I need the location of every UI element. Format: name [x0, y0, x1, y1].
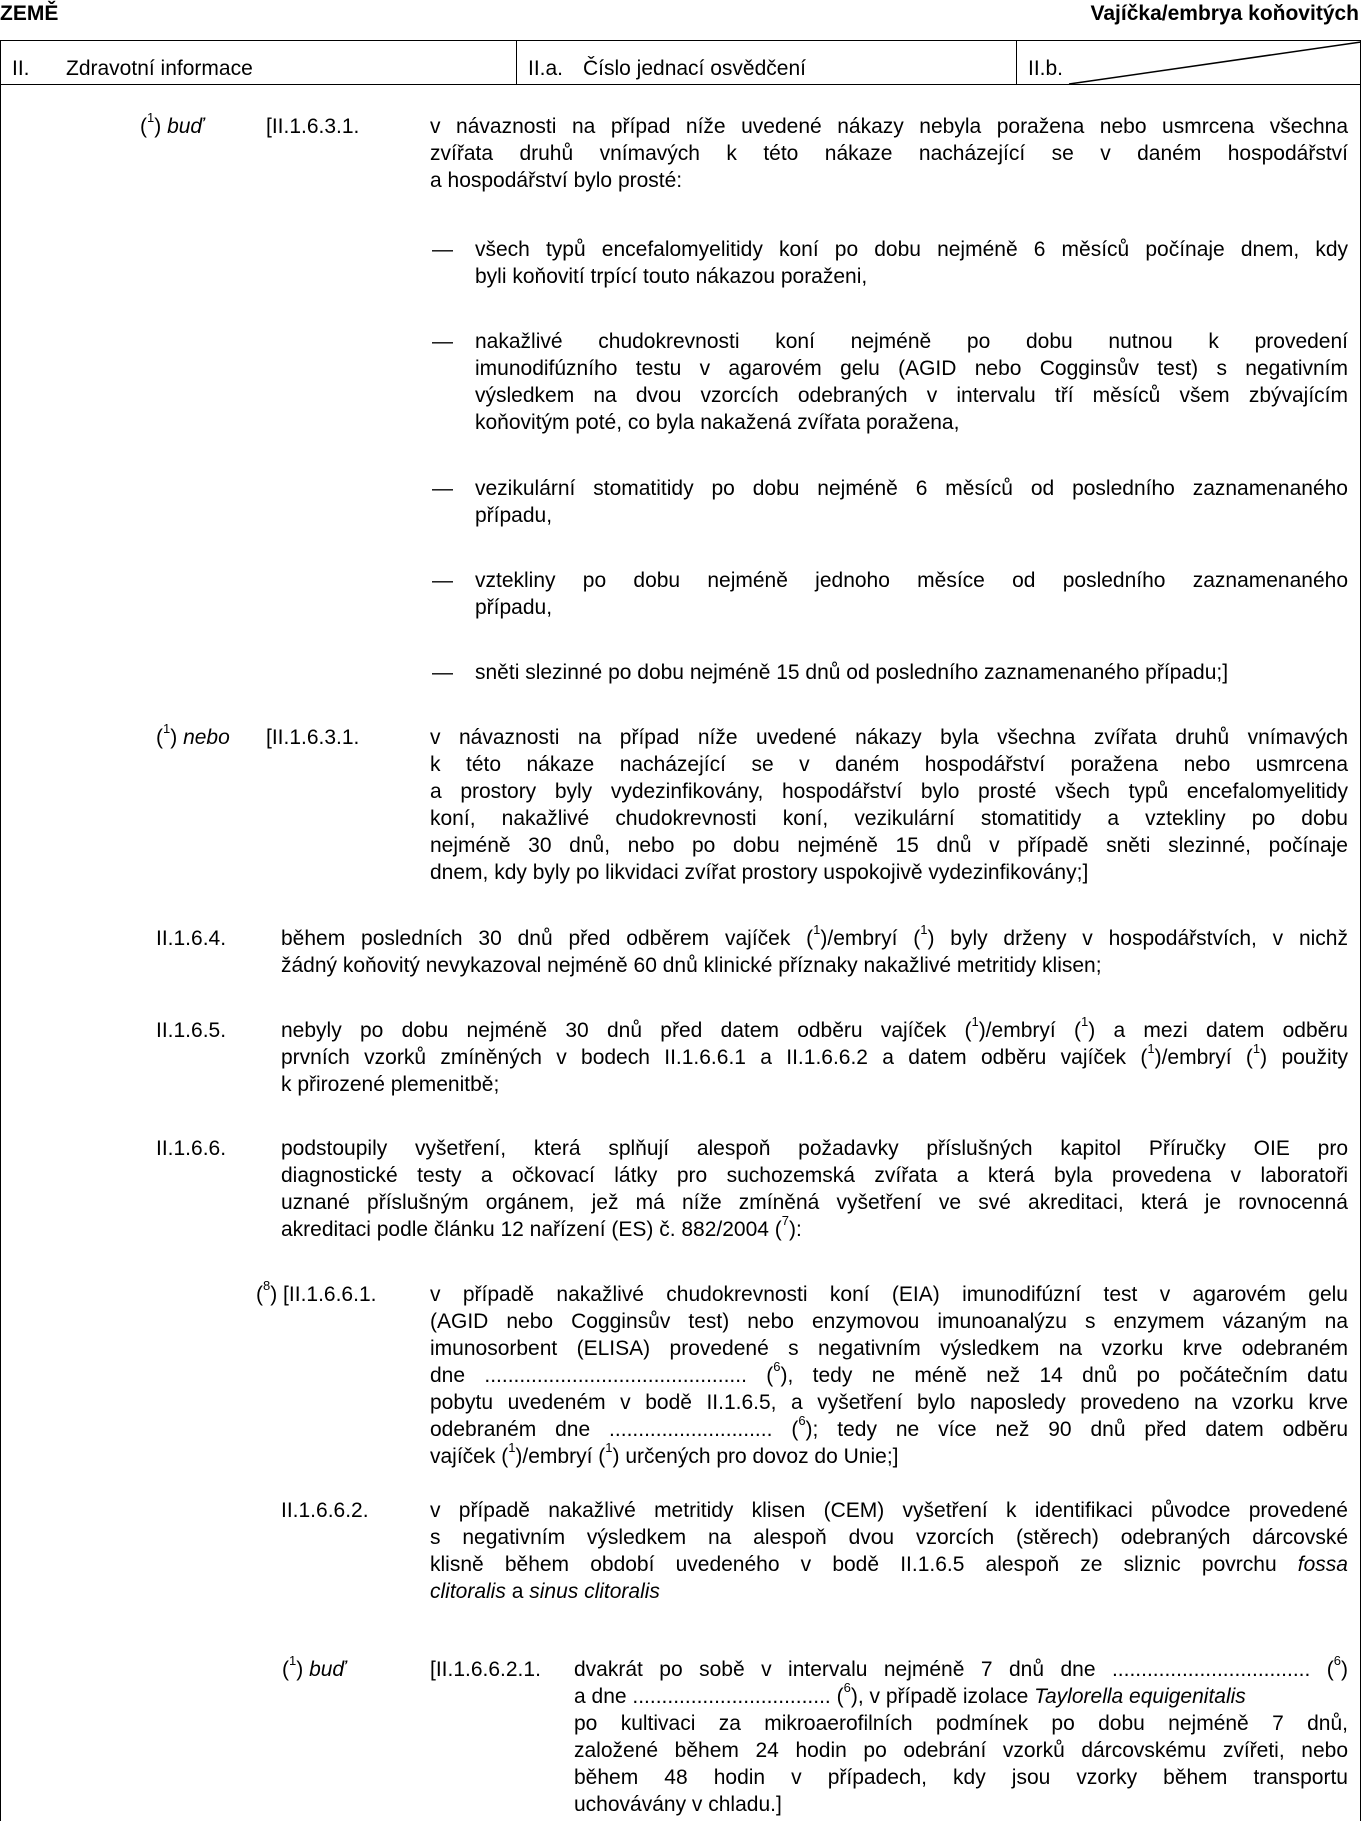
text-line: prvních vzorků zmíněných v bodech II.1.6.6.1 a II.1.6.6.2 a datem odběru vajíček ($^1$)/embryí ($^1$) použity: [281, 1041, 1348, 1069]
clause-text: [574, 1653, 1348, 1818]
text-line: zvířata druhů vnímavých k této nákaze nacházející se v daném hospodářství: [430, 142, 1348, 165]
list-item: sněti slezinné po dobu nejméně 15 dnů od posledního zaznamenaného případu;]: [475, 661, 1229, 684]
clause-text: [281, 1014, 1348, 1098]
text-line: nejméně 30 dnů, nebo po dobu nejméně 15 dnů v případě sněti slezinné, počínaje: [430, 834, 1348, 857]
ref-title: Číslo jednací osvědčení: [583, 57, 806, 80]
text-line: žádný koňovitý nevykazoval nejméně 60 dnů klinické příznaky nakažlivé metritidy klisen;: [281, 954, 1102, 977]
text-line: během posledních 30 dnů před odběrem vajíček ($^1$)/embryí ($^1$) byly drženy v hospodářstvích, v nichž: [281, 922, 1348, 950]
text-line: uznané příslušným orgánem, jež má níže zmíněná vyšetření ve své akreditaci, která je rovnocenná: [281, 1191, 1348, 1214]
text-line: případu,: [475, 596, 553, 619]
header-divider: [1016, 40, 1017, 84]
text-line: dvakrát po sobě v intervalu nejméně 7 dnů dne .................................. ($^6$): [574, 1653, 1348, 1681]
text-line: odebraném dne ............................ ($^6$); tedy ne více než 90 dnů před datem odběru: [430, 1413, 1348, 1441]
section-number: II.: [12, 57, 30, 80]
text-line: imunosorbent (ELISA) provedené s negativním výsledkem na vzorku krve odebraném: [430, 1337, 1348, 1360]
list-item: [475, 328, 1348, 436]
clause-text: [430, 724, 1348, 886]
list-item: [475, 236, 1348, 290]
text-line: v případě nakažlivé metritidy klisen (CEM) vyšetření k identifikaci původce provedené: [430, 1499, 1348, 1522]
list-item: [475, 475, 1348, 529]
clause-code: [II.1.6.3.1.: [266, 726, 360, 749]
section-title: Zdravotní informace: [66, 57, 253, 80]
text-line: založené během 24 hodin po odebrání vzorků dárcovskému zvířeti, nebo: [574, 1739, 1348, 1762]
text-line: všech typů encefalomyelitidy koní po dobu nejméně 6 měsíců počínaje dnem, kdy: [475, 238, 1348, 261]
text-line: případu,: [475, 504, 553, 527]
text-line: koní, nakažlivé chudokrevnosti koní, vezikulární stomatitidy a vztekliny po dobu: [430, 807, 1348, 830]
clause-text: [281, 922, 1348, 979]
text-line: podstoupily vyšetření, která splňují alespoň požadavky příslušných kapitol Příručky OIE pro: [281, 1137, 1348, 1160]
text-line: v případě nakažlivé chudokrevnosti koní (EIA) imunodifúzní test v agarovém gelu: [430, 1283, 1348, 1306]
text-line: během 48 hodin v případech, kdy jsou vzorky během transportu: [574, 1766, 1348, 1789]
list-item: [475, 567, 1348, 621]
text-line: k přirozené plemenitbě;: [281, 1073, 500, 1096]
clause-code: II.1.6.5.: [156, 1019, 227, 1042]
ref-label: II.a.: [528, 57, 564, 80]
text-line: vztekliny po dobu nejméně jednoho měsíce od posledního zaznamenaného: [475, 569, 1348, 592]
text-line: vajíček ($^1$)/embryí ($^1$) určených pro dovoz do Unie;]: [430, 1440, 899, 1468]
clause-code: ($^8$) [II.1.6.6.1.: [256, 1278, 377, 1306]
text-line: výsledkem na dvou vzorcích odebraných v intervalu tří měsíců všem zbývajícím: [475, 384, 1348, 407]
clause-text: [430, 1281, 1348, 1470]
list-dash: —: [432, 477, 453, 500]
alternative-marker: ($^1$) buď: [140, 110, 204, 138]
text-line: po kultivaci za mikroaerofilních podmínek po dobu nejméně 7 dnů,: [574, 1712, 1348, 1735]
text-line: pobytu uvedeném v bodě II.1.6.5, a vyšetření bylo naposledy provedeno na vzorku krve: [430, 1391, 1348, 1414]
text-line: v návaznosti na případ níže uvedené nákazy nebyla poražena nebo usmrcena všechna: [430, 115, 1348, 138]
text-line: clitoralis a sinus clitoralis: [430, 1580, 660, 1603]
text-line: akreditaci podle článku 12 nařízení (ES) č. 882/2004 ($^7$):: [281, 1213, 802, 1241]
text-line: vezikulární stomatitidy po dobu nejméně 6 měsíců od posledního zaznamenaného: [475, 477, 1348, 500]
text-line: klisně během období uvedeného v bodě II.1.6.5 alespoň ze sliznic povrchu fossa: [430, 1553, 1348, 1576]
second-label: II.b.: [1028, 57, 1064, 80]
text-line: a hospodářství bylo prosté:: [430, 169, 683, 192]
clause-text: [430, 113, 1348, 194]
list-dash: —: [432, 330, 453, 353]
text-line: nebyly po dobu nejméně 30 dnů před datem odběru vajíček ($^1$)/embryí ($^1$) a mezi datem odběru: [281, 1014, 1348, 1042]
text-line: nakažlivé chudokrevnosti koní nejméně po dobu nutnou k provedení: [475, 330, 1348, 353]
clause-text: [430, 1497, 1348, 1605]
clause-code: [II.1.6.6.2.1.: [430, 1658, 541, 1681]
list-dash: —: [432, 661, 453, 684]
country-heading: ZEMĚ: [0, 2, 59, 25]
alternative-marker: ($^1$) buď: [282, 1653, 346, 1681]
text-line: koňovitým poté, co byla nakažená zvířata poražena,: [475, 411, 960, 434]
text-line: dnem, kdy byly po likvidaci zvířat prostory uspokojivě vydezinfikovány;]: [430, 861, 1089, 884]
text-line: s negativním výsledkem na alespoň dvou vzorcích (stěrech) odebraných dárcovské: [430, 1526, 1348, 1549]
text-line: k této nákaze nacházející se v daném hospodářství poražena nebo usmrcena: [430, 753, 1348, 776]
text-line: a prostory byly vydezinfikovány, hospodářství bylo prosté všech typů encefalomyelitidy: [430, 780, 1348, 803]
clause-code: II.1.6.6.2.: [281, 1499, 369, 1522]
clause-code: [II.1.6.3.1.: [266, 115, 360, 138]
clause-code: II.1.6.4.: [156, 927, 227, 950]
header-diagonal-line: [1027, 40, 1361, 86]
text-line: a dne .................................. ($^6$), v případě izolace Taylorella equigenitalis: [574, 1680, 1246, 1708]
clause-text: [281, 1135, 1348, 1243]
text-line: (AGID nebo Cogginsův test) nebo enzymovou imunoanalýzu s enzymem vázaným na: [430, 1310, 1348, 1333]
text-line: diagnostické testy a očkovací látky pro suchozemská zvířata a která byla provedena v laboratoři: [281, 1164, 1348, 1187]
text-line: uchovávány v chladu.]: [574, 1793, 782, 1816]
document-title: Vajíčka/embrya koňovitých: [1090, 2, 1359, 25]
text-line: dne ............................................. ($^6$), tedy ne méně než 14 dnů po počátečním datu: [430, 1359, 1348, 1387]
text-line: v návaznosti na případ níže uvedené nákazy byla všechna zvířata druhů vnímavých: [430, 726, 1348, 749]
text-line: imunodifúzního testu v agarovém gelu (AGID nebo Cogginsův test) s negativním: [475, 357, 1348, 380]
text-line: byli koňovití trpící touto nákazou poraženi,: [475, 265, 868, 288]
alternative-marker: ($^1$) nebo: [156, 721, 230, 749]
list-dash: —: [432, 569, 453, 592]
clause-code: II.1.6.6.: [156, 1137, 227, 1160]
list-dash: —: [432, 238, 453, 261]
header-divider: [516, 40, 517, 84]
